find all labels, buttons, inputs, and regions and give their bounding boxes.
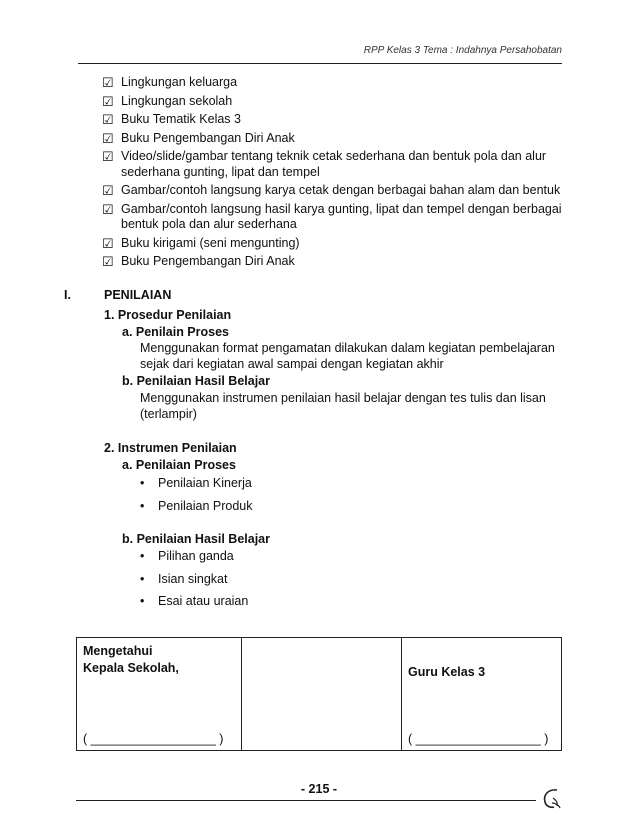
principal-signature-line: ( __________________ ) bbox=[83, 732, 224, 746]
list-item: • Pilihan ganda bbox=[140, 549, 234, 563]
list-item: ☑ Buku Tematik Kelas 3 bbox=[102, 112, 241, 127]
prosedur-a-text: Menggunakan format pengamatan dilakukan dalam kegiatan pembelajaran sejak dari kegiatan awal sampai dengan kegiatan akhir bbox=[140, 341, 555, 371]
publisher-logo-icon bbox=[540, 786, 564, 810]
checkbox-checked-icon: ☑ bbox=[102, 130, 114, 146]
bullet-icon: • bbox=[140, 571, 145, 586]
bullet-icon: • bbox=[140, 498, 145, 513]
instrumen-a-list bbox=[140, 476, 440, 521]
list-item: ☑ Gambar/contoh langsung karya cetak dengan berbagai bahan alam dan bentuk bbox=[102, 183, 561, 198]
page-number: - 215 - bbox=[300, 782, 338, 796]
signature-table bbox=[76, 637, 562, 751]
teacher-cell bbox=[402, 638, 562, 751]
instrumen-heading: 2. Instrumen Penilaian bbox=[104, 441, 237, 455]
teacher-label: Guru Kelas 3 bbox=[408, 665, 486, 679]
checkbox-checked-icon: ☑ bbox=[102, 235, 114, 251]
bullet-icon: • bbox=[140, 549, 145, 563]
list-item: • Penilaian Produk bbox=[140, 498, 253, 513]
checkbox-checked-icon: ☑ bbox=[102, 75, 114, 90]
header-rule bbox=[78, 63, 562, 64]
checkbox-checked-icon: ☑ bbox=[102, 93, 114, 109]
page-header: RPP Kelas 3 Tema : Indahnya Persahobatan bbox=[363, 45, 562, 56]
instrumen-b-heading: b. Penilaian Hasil Belajar bbox=[122, 532, 270, 546]
checkbox-checked-icon: ☑ bbox=[102, 254, 114, 269]
list-item: ☑ Lingkungan keluarga bbox=[102, 75, 238, 90]
checkbox-checked-icon: ☑ bbox=[102, 112, 114, 127]
prosedur-b-heading: b. Penilaian Hasil Belajar bbox=[122, 374, 270, 388]
list-item: ☑ Buku Pengembangan Diri Anak bbox=[102, 254, 295, 269]
checkbox-checked-icon: ☑ bbox=[102, 201, 114, 217]
prosedur-b-text: Menggunakan instrumen penilaian hasil belajar dengan tes tulis dan lisan (terlampir) bbox=[140, 391, 546, 421]
prosedur-a-heading: a. Penilain Proses bbox=[122, 325, 229, 339]
checkbox-checked-icon: ☑ bbox=[102, 183, 114, 198]
instrumen-a-heading: a. Penilaian Proses bbox=[122, 458, 236, 472]
checkbox-checked-icon: ☑ bbox=[102, 149, 114, 164]
list-item: • Esai atau uraian bbox=[140, 594, 249, 608]
list-item: • Isian singkat bbox=[140, 571, 228, 586]
prosedur-heading: 1. Prosedur Penilaian bbox=[104, 308, 232, 322]
list-item: ☑ Lingkungan sekolah bbox=[102, 93, 233, 109]
resource-list bbox=[102, 75, 572, 273]
list-item: • Penilaian Kinerja bbox=[140, 476, 252, 490]
teacher-signature-line: ( __________________ ) bbox=[408, 732, 549, 746]
list-item: ☑ Gambar/contoh langsung hasil karya gunting, lipat dan tempel dengan berbagai bentuk pola dan alur sederhana bbox=[102, 201, 562, 231]
footer-rule bbox=[76, 800, 536, 801]
list-item: ☑ Buku kirigami (seni mengunting) bbox=[102, 235, 300, 251]
list-item: ☑ Buku Pengembangan Diri Anak bbox=[102, 130, 295, 146]
list-item: ☑ Video/slide/gambar tentang teknik cetak sederhana dan bentuk pola dan alur sederhana gunting, lipat dan tempel bbox=[102, 149, 547, 179]
principal-label-1: Mengetahui bbox=[83, 644, 153, 658]
instrumen-b-list bbox=[140, 549, 440, 617]
bullet-icon: • bbox=[140, 594, 145, 608]
principal-cell bbox=[77, 638, 242, 751]
empty-cell bbox=[242, 638, 402, 751]
bullet-icon: • bbox=[140, 476, 145, 490]
section-heading: I. PENILAIAN bbox=[64, 288, 172, 302]
principal-label-2: Kepala Sekolah, bbox=[83, 661, 179, 675]
